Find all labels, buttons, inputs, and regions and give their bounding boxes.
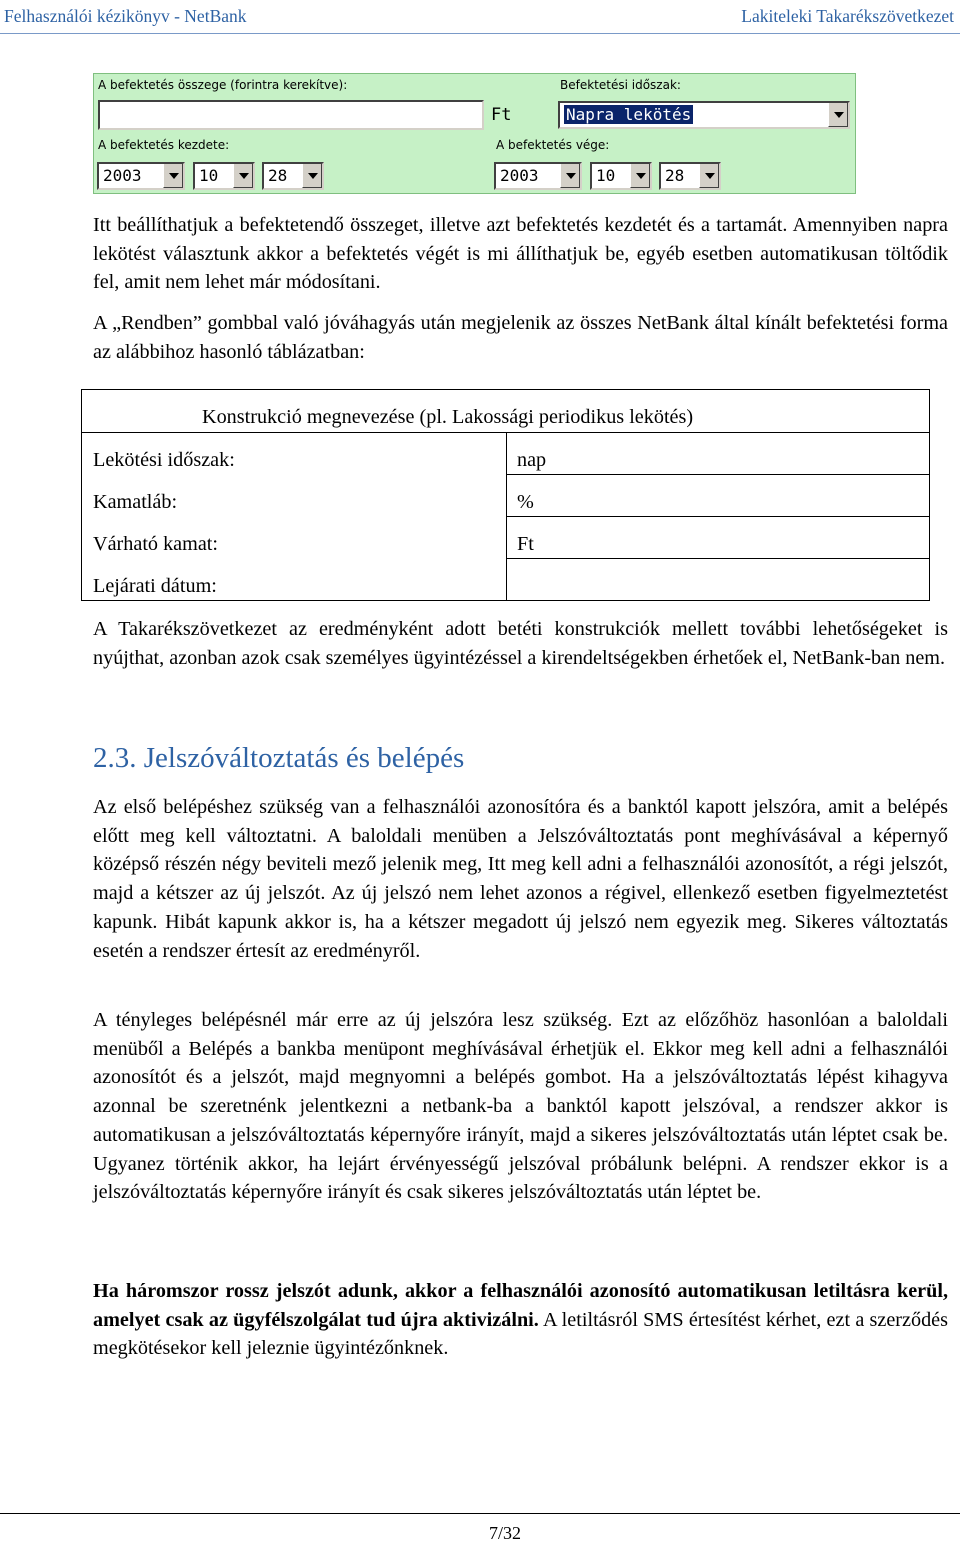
table-row-value: nap xyxy=(517,449,547,471)
header-manual-title: Felhasználói kézikönyv - NetBank xyxy=(4,6,247,26)
footer-rule xyxy=(0,1513,960,1514)
start-month-select[interactable] xyxy=(193,162,255,190)
end-day-value: 28 xyxy=(665,166,685,185)
chevron-down-icon xyxy=(699,164,719,188)
lockout-sms-note: A letiltásról SMS értesítést kérhet, ezt a szerződés megkötésekor kell jeleznie ügyintézőnknek. xyxy=(93,1308,948,1360)
paragraph-additional-options: A Takarékszövetkezet az eredményként adott betéti konstrukciók mellett további lehetőségeket is nyújthat, azonban azok csak személyes ügyintézéssel a kirendeltségekben érhetőek el, NetBank-ban nem. xyxy=(93,618,948,669)
paragraph-login: A tényleges belépésnél már erre az új jelszóra lesz szükség. Ezt az előzőhöz hasonlóan a baloldali menüből a Belépés a bankba menüpont meghívásával érhetjük el. Ekkor meg kell adni a felhasználói azonosítót és a jelszót, majd megnyomni a belépés gombot. Ha a jelszóváltoztatás lépést kihagyva azonnal be szeretnénk jelentkezni a netbank-ba a banktól kapott jelszóval, a rendszer akkor is automatikusan a jelszóváltoztatás képernyőre irányít, majd a sikeres jelszóváltoztatás után léptet csak be. Ugyanez történik akkor, ha lejárt érvényességű jelszóval próbálunk belépni. A rendszer ekkor is a jelszóváltoztatás képernyőre irányít és csak sikeres jelszóváltoztatás után léptet be. xyxy=(93,1009,948,1204)
table-row-label: Kamatláb: xyxy=(93,491,178,513)
table-divider xyxy=(506,516,930,517)
table-divider xyxy=(506,558,930,559)
table-divider xyxy=(506,474,930,475)
page-header xyxy=(0,0,960,34)
table-row-value: % xyxy=(517,491,534,513)
section-heading xyxy=(93,742,464,775)
chevron-down-icon xyxy=(302,164,322,188)
table-row-label: Várható kamat: xyxy=(93,533,218,555)
end-month-value: 10 xyxy=(596,166,616,185)
chevron-down-icon xyxy=(233,164,253,188)
table-column-divider xyxy=(506,432,507,601)
period-select-value: Napra lekötés xyxy=(566,105,692,124)
end-year-value: 2003 xyxy=(500,166,539,185)
start-date-label: A befektetés kezdete: xyxy=(98,138,230,152)
end-month-select[interactable] xyxy=(590,162,652,190)
amount-label: A befektetés összege (forintra kerekítve): xyxy=(98,78,348,92)
paragraph-lockout xyxy=(93,1277,948,1363)
start-month-value: 10 xyxy=(199,166,219,185)
chevron-down-icon xyxy=(560,164,580,188)
section-title: Jelszóváltoztatás és belépés xyxy=(143,742,465,774)
amount-input[interactable] xyxy=(98,100,484,130)
start-day-select[interactable] xyxy=(262,162,324,190)
period-select[interactable] xyxy=(558,101,850,129)
page-number: 7/32 xyxy=(488,1523,521,1543)
period-label: Befektetési időszak: xyxy=(560,78,681,92)
chevron-down-icon xyxy=(828,103,848,127)
chevron-down-icon xyxy=(163,164,183,188)
paragraph-table-intro: A „Rendben” gombbal való jóváhagyás után megjelenik az összes NetBank által kínált befektetési forma az alábbihoz hasonló táblázatban: xyxy=(93,312,948,363)
end-year-select[interactable] xyxy=(494,162,582,190)
start-year-value: 2003 xyxy=(103,166,142,185)
table-row-label: Lekötési időszak: xyxy=(93,449,235,471)
chevron-down-icon xyxy=(630,164,650,188)
end-date-label: A befektetés vége: xyxy=(496,138,610,152)
header-organization: Lakiteleki Takarékszövetkezet xyxy=(741,6,954,26)
lockout-warning: Ha háromszor rossz jelszót adunk, akkor a felhasználói azonosító automatikusan letiltásra kerül, amelyet csak az ügyfélszolgálat tud újra aktivizálni. xyxy=(93,1280,948,1331)
table-row-label: Lejárati dátum: xyxy=(93,575,217,597)
start-year-select[interactable] xyxy=(97,162,185,190)
header-rule xyxy=(0,33,960,34)
paragraph-form-description: Itt beállíthatjuk a befektetendő összeget, illetve azt befektetés kezdetét és a tartamát. Amennyiben napra lekötést választunk akkor a befektetés végét is mi állíthatjuk be, egyéb esetben automatikusan töltődik fel, amit nem lehet már módosítani. xyxy=(93,214,948,294)
table-title: Konstrukció megnevezése (pl. Lakossági periodikus lekötés) xyxy=(202,406,694,428)
end-day-select[interactable] xyxy=(659,162,721,190)
start-day-value: 28 xyxy=(268,166,288,185)
table-row-value: Ft xyxy=(517,533,534,555)
investment-form-screenshot xyxy=(93,73,856,194)
section-number: 2.3. xyxy=(93,742,137,774)
currency-label: Ft xyxy=(491,105,512,125)
investment-result-table xyxy=(81,389,930,601)
paragraph-password-change: Az első belépéshez szükség van a felhasználói azonosítóra és a banktól kapott jelszóra, amit a belépés előtt meg kell változtatni. A baloldali menüben a Jelszóváltoztatás pont meghívásával a képernyő középső részén négy beviteli mező jelenik meg, Itt meg kell adni a felhasználói azonosítót, a régi jelszót, majd a kétszer az új jelszót. Az új jelszó nem lehet azonos a régivel, ellenkező esetben figyelmeztetést kapunk. Hibát kapunk akkor is, ha a kétszer megadott új jelszó nem egyezik meg. Sikeres változtatás esetén a rendszer értesít az eredményről. xyxy=(93,796,948,962)
